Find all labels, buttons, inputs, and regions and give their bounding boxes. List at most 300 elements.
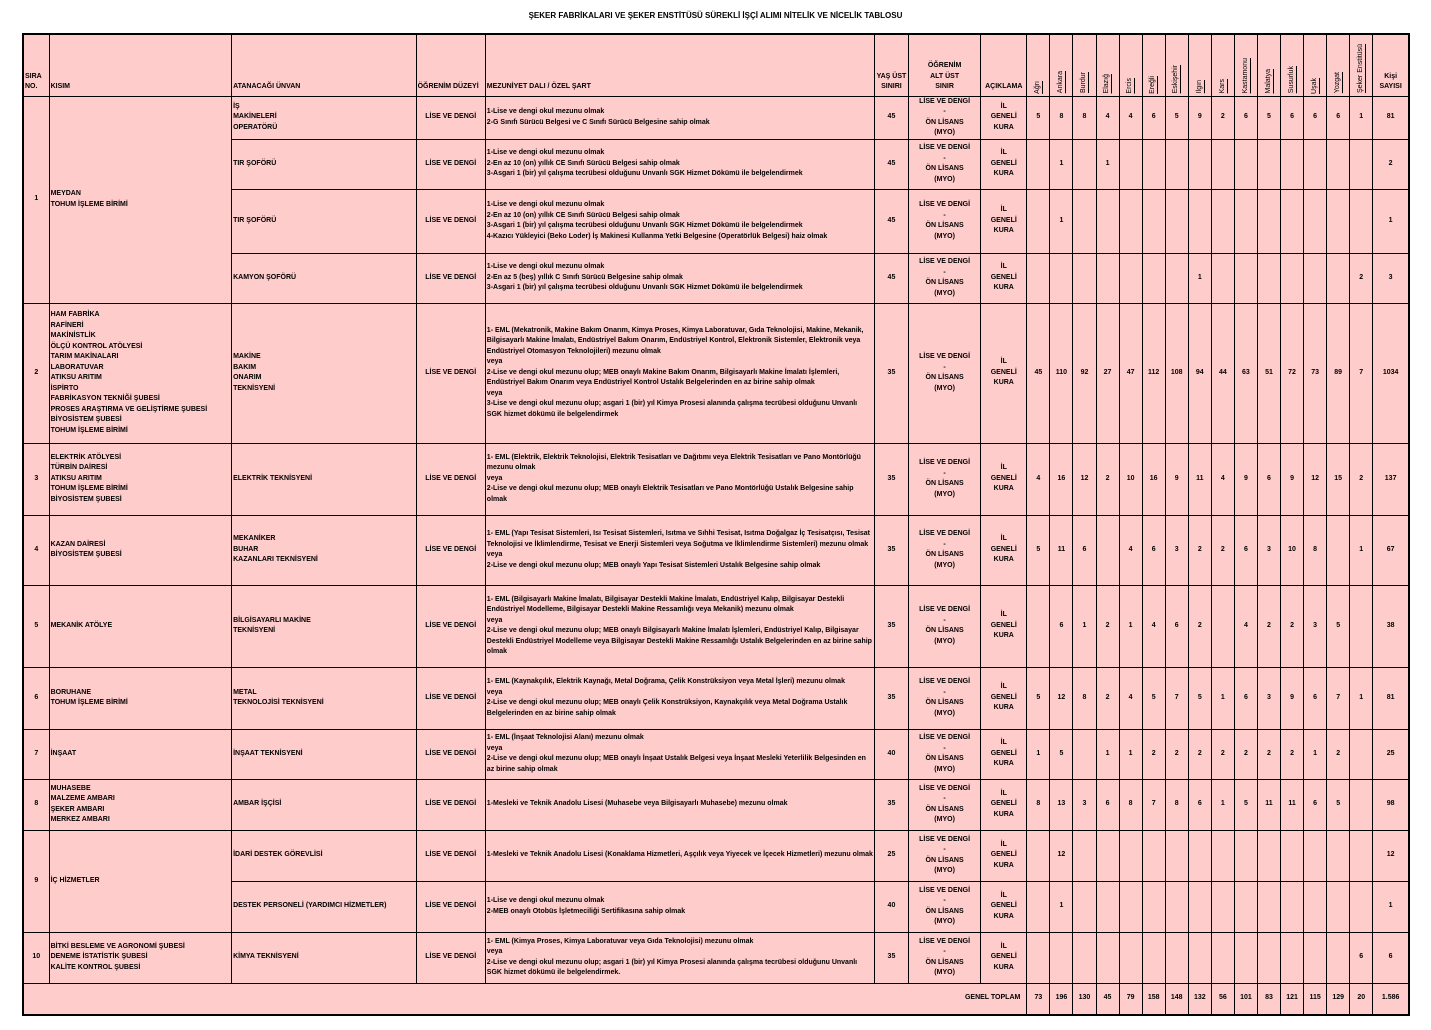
row-location-count: 9 (1188, 96, 1211, 139)
row-location-count: 4 (1211, 443, 1234, 515)
row-location-count: 4 (1027, 443, 1050, 515)
row-total: 81 (1373, 96, 1409, 139)
row-location-count (1304, 139, 1327, 189)
row-location-count (1096, 932, 1119, 983)
row-location-count: 1 (1350, 96, 1373, 139)
row-location-count (1027, 881, 1050, 932)
row-unvan: MEKANİKER BUHAR KAZANLARI TEKNİSYENİ (232, 515, 417, 585)
total-location-count: 129 (1327, 983, 1350, 1015)
row-number: 2 (23, 303, 49, 443)
row-yas: 45 (874, 253, 908, 303)
row-location-count (1234, 139, 1257, 189)
row-location-count: 92 (1073, 303, 1096, 443)
row-location-count: 2 (1096, 667, 1119, 729)
row-location-count (1350, 189, 1373, 253)
row-location-count: 6 (1234, 515, 1257, 585)
row-location-count (1119, 189, 1142, 253)
row-location-count: 2 (1142, 729, 1165, 779)
total-location-count: 79 (1119, 983, 1142, 1015)
row-location-count: 72 (1281, 303, 1304, 443)
row-location-count (1327, 932, 1350, 983)
row-location-count: 2 (1350, 443, 1373, 515)
row-location-count: 13 (1050, 779, 1073, 830)
row-location-count (1281, 830, 1304, 881)
row-aciklama: İL GENELİ KURA (981, 303, 1027, 443)
row-location-count: 1 (1096, 729, 1119, 779)
row-kisim: MEKANİK ATÖLYE (49, 585, 232, 667)
row-location-count: 2 (1211, 96, 1234, 139)
row-location-count (1327, 189, 1350, 253)
row-yas: 25 (874, 830, 908, 881)
table-row (23, 443, 1409, 515)
total-location-count: 148 (1165, 983, 1188, 1015)
row-ogrenim-sinir: LİSE VE DENGİ - ÖN LİSANS (MYO) (909, 729, 981, 779)
row-location-count: 5 (1027, 667, 1050, 729)
row-location-count (1257, 139, 1280, 189)
row-location-count: 1 (1304, 729, 1327, 779)
total-location-count: 115 (1304, 983, 1327, 1015)
row-location-count: 1 (1188, 253, 1211, 303)
row-location-count: 8 (1073, 96, 1096, 139)
row-location-count (1211, 139, 1234, 189)
row-location-count: 94 (1188, 303, 1211, 443)
row-total: 6 (1373, 932, 1409, 983)
row-location-count (1096, 881, 1119, 932)
row-total: 1 (1373, 881, 1409, 932)
table-row (23, 515, 1409, 585)
row-location-count (1027, 253, 1050, 303)
row-location-count (1119, 932, 1142, 983)
row-kisim: MEYDAN TOHUM İŞLEME BİRİMİ (49, 96, 232, 303)
row-mezuniyet: 1-Mesleki ve Teknik Anadolu Lisesi (Konaklama Hizmetleri, Aşçılık veya Yiyecek ve İçecek Hizmetleri) mezunu olmak (485, 830, 874, 881)
row-unvan: METAL TEKNOLOJİSİ TEKNİSYENİ (232, 667, 417, 729)
total-label: GENEL TOPLAM (23, 983, 1027, 1015)
row-yas: 35 (874, 443, 908, 515)
row-location-count: 11 (1050, 515, 1073, 585)
row-yas: 40 (874, 881, 908, 932)
row-mezuniyet: 1- EML (Mekatronik, Makine Bakım Onarım, Kimya Proses, Kimya Laboratuvar, Gıda Teknolojisi, Makine, Mekanik, Bilgisayarlı Makine İmalatı, Endüstriyel Bakım Onarım, Endüstriyel Kontrol, Elektronik Sistemler, Elektronik veya Endüstriyel Otomasyon Teknolojileri) mezunu olmak veya 2-Lise ve dengi okul mezunu olup; MEB onaylı Makine Bakım Onarım, Bilgisayarlı Makine İmalatı İşlemleri, Endüstriyel Bakım Onarım veya Endüstriyel Kontrol Ustalık Belgelerinden en az birine sahip olmak veya 3-Lise ve dengi okul mezunu olup; asgari 1 (bir) yıl Kimya Prosesi alanında çalışma tecrübesi olduğunu Unvanlı SGK hizmet dökümü ile belgelendirmek (485, 303, 874, 443)
row-location-count (1350, 881, 1373, 932)
row-location-count: 10 (1281, 515, 1304, 585)
row-location-count: 3 (1073, 779, 1096, 830)
header-sira: SIRA NO. (23, 34, 49, 96)
total-location-count: 158 (1142, 983, 1165, 1015)
row-duzey: LİSE VE DENGİ (416, 515, 485, 585)
row-kisim: İNŞAAT (49, 729, 232, 779)
row-location-count: 2 (1165, 729, 1188, 779)
row-number: 10 (23, 932, 49, 983)
row-duzey: LİSE VE DENGİ (416, 881, 485, 932)
row-location-count: 15 (1327, 443, 1350, 515)
row-mezuniyet: 1- EML (Yapı Tesisat Sistemleri, Isı Tesisat Sistemleri, Isıtma ve Sıhhi Tesisat, Isıtma Doğalgaz İç Tesisatçısı, Tesisat Teknolojisi ve İklimlendirme, Tesisat ve Enerji Sistemleri veya Soğutma ve İklimlendirme Sistemleri) mezunu olmak veya 2-Lise ve dengi okul mezunu olup; MEB onaylı Yapı Tesisat Sistemleri Ustalık Belgesine sahip olmak (485, 515, 874, 585)
row-location-count: 6 (1073, 515, 1096, 585)
row-location-count: 110 (1050, 303, 1073, 443)
row-mezuniyet: 1-Mesleki ve Teknik Anadolu Lisesi (Muhasebe veya Bilgisayarlı Muhasebe) mezunu olmak (485, 779, 874, 830)
row-location-count: 4 (1119, 96, 1142, 139)
row-ogrenim-sinir: LİSE VE DENGİ - ÖN LİSANS (MYO) (909, 443, 981, 515)
row-location-count (1073, 729, 1096, 779)
row-location-count: 2 (1211, 515, 1234, 585)
row-location-count (1027, 830, 1050, 881)
row-location-count: 6 (1304, 667, 1327, 729)
row-location-count (1073, 881, 1096, 932)
table-row (23, 881, 1409, 932)
row-location-count (1327, 515, 1350, 585)
row-location-count (1327, 881, 1350, 932)
row-unvan: MAKİNE BAKIM ONARIM TEKNİSYENİ (232, 303, 417, 443)
row-location-count: 6 (1350, 932, 1373, 983)
row-location-count (1188, 139, 1211, 189)
row-duzey: LİSE VE DENGİ (416, 932, 485, 983)
total-location-count: 130 (1073, 983, 1096, 1015)
row-location-count (1073, 189, 1096, 253)
row-duzey: LİSE VE DENGİ (416, 443, 485, 515)
row-location-count: 1 (1050, 881, 1073, 932)
row-location-count: 6 (1142, 96, 1165, 139)
header-location: Burdur (1073, 34, 1096, 96)
row-location-count: 7 (1142, 779, 1165, 830)
total-location-count: 20 (1350, 983, 1373, 1015)
row-location-count: 8 (1119, 779, 1142, 830)
row-number: 8 (23, 779, 49, 830)
row-location-count: 2 (1188, 515, 1211, 585)
header-location: Susurluk (1281, 34, 1304, 96)
row-location-count (1327, 253, 1350, 303)
row-location-count (1304, 932, 1327, 983)
row-location-count: 5 (1027, 96, 1050, 139)
row-location-count (1234, 253, 1257, 303)
row-total: 3 (1373, 253, 1409, 303)
row-kisim: HAM FABRİKA RAFİNERİ MAKİNİSTLİK ÖLÇÜ KONTROL ATÖLYESİ TARIM MAKİNALARI LABORATUVAR ATIKSU ARITIM İSPİRTO FABRİKASYON TEKNİĞİ ŞUBESİ PROSES ARAŞTIRMA VE GELİŞTİRME ŞUBESİ BİYOSİSTEM ŞUBESİ TOHUM İŞLEME BİRİMİ (49, 303, 232, 443)
row-location-count: 2 (1350, 253, 1373, 303)
row-location-count (1142, 189, 1165, 253)
row-location-count: 2 (1188, 585, 1211, 667)
row-location-count: 5 (1327, 585, 1350, 667)
row-location-count (1304, 189, 1327, 253)
row-location-count: 1 (1073, 585, 1096, 667)
row-location-count: 5 (1188, 667, 1211, 729)
row-location-count (1165, 830, 1188, 881)
row-location-count: 44 (1211, 303, 1234, 443)
row-duzey: LİSE VE DENGİ (416, 303, 485, 443)
row-location-count: 2 (1234, 729, 1257, 779)
row-location-count (1257, 189, 1280, 253)
row-location-count: 3 (1257, 667, 1280, 729)
row-ogrenim-sinir: LİSE VE DENGİ - ÖN LİSANS (MYO) (909, 139, 981, 189)
row-location-count (1327, 139, 1350, 189)
row-location-count (1050, 932, 1073, 983)
row-number: 7 (23, 729, 49, 779)
row-unvan: ELEKTRİK TEKNİSYENİ (232, 443, 417, 515)
header-duzey: ÖĞRENİM DÜZEYİ (416, 34, 485, 96)
row-number: 6 (23, 667, 49, 729)
header-location: Kars (1211, 34, 1234, 96)
row-location-count (1281, 932, 1304, 983)
header-location: Malatya (1257, 34, 1280, 96)
row-total: 98 (1373, 779, 1409, 830)
row-kisim: İÇ HİZMETLER (49, 830, 232, 932)
row-number: 5 (23, 585, 49, 667)
row-duzey: LİSE VE DENGİ (416, 830, 485, 881)
row-location-count: 5 (1327, 779, 1350, 830)
row-location-count: 6 (1234, 96, 1257, 139)
row-yas: 35 (874, 667, 908, 729)
row-location-count (1073, 830, 1096, 881)
row-location-count (1281, 253, 1304, 303)
table-row (23, 96, 1409, 139)
row-unvan: İDARİ DESTEK GÖREVLİSİ (232, 830, 417, 881)
row-location-count (1350, 139, 1373, 189)
row-location-count: 5 (1257, 96, 1280, 139)
row-kisim: KAZAN DAİRESİ BİYOSİSTEM ŞUBESİ (49, 515, 232, 585)
row-location-count (1257, 830, 1280, 881)
row-location-count: 6 (1050, 585, 1073, 667)
row-location-count: 2 (1257, 729, 1280, 779)
row-mezuniyet: 1- EML (İnşaat Teknolojisi Alanı) mezunu olmak veya 2-Lise ve dengi okul mezunu olup; MEB onaylı İnşaat Ustalık Belgesi veya İnşaat Mesleki Yeterlilik Belgesinden en az birine sahip olmak (485, 729, 874, 779)
total-location-count: 101 (1234, 983, 1257, 1015)
header-location: Elazığ (1096, 34, 1119, 96)
table-row (23, 830, 1409, 881)
row-location-count (1119, 830, 1142, 881)
row-location-count (1257, 253, 1280, 303)
row-location-count: 12 (1050, 830, 1073, 881)
table-row (23, 779, 1409, 830)
header-location: Ankara (1050, 34, 1073, 96)
row-location-count (1165, 932, 1188, 983)
row-aciklama: İL GENELİ KURA (981, 139, 1027, 189)
row-duzey: LİSE VE DENGİ (416, 96, 485, 139)
row-location-count (1050, 253, 1073, 303)
row-location-count: 1 (1211, 667, 1234, 729)
row-location-count: 63 (1234, 303, 1257, 443)
row-location-count (1281, 881, 1304, 932)
row-location-count: 1 (1096, 139, 1119, 189)
row-ogrenim-sinir: LİSE VE DENGİ - ÖN LİSANS (MYO) (909, 881, 981, 932)
row-location-count: 4 (1096, 96, 1119, 139)
row-location-count (1165, 253, 1188, 303)
row-location-count: 1 (1211, 779, 1234, 830)
row-aciklama: İL GENELİ KURA (981, 830, 1027, 881)
row-ogrenim-sinir: LİSE VE DENGİ - ÖN LİSANS (MYO) (909, 932, 981, 983)
row-location-count: 6 (1304, 779, 1327, 830)
row-location-count (1142, 881, 1165, 932)
row-location-count: 7 (1350, 303, 1373, 443)
row-location-count (1211, 253, 1234, 303)
row-location-count: 6 (1234, 667, 1257, 729)
row-location-count (1027, 585, 1050, 667)
row-location-count: 89 (1327, 303, 1350, 443)
row-location-count (1234, 189, 1257, 253)
row-location-count: 5 (1027, 515, 1050, 585)
header-location: Ilgın (1188, 34, 1211, 96)
row-location-count (1211, 881, 1234, 932)
row-aciklama: İL GENELİ KURA (981, 189, 1027, 253)
header-row (23, 34, 1409, 96)
row-kisim: BİTKİ BESLEME VE AGRONOMİ ŞUBESİ DENEME İSTATİSTİK ŞUBESİ KALİTE KONTROL ŞUBESİ (49, 932, 232, 983)
row-location-count: 5 (1234, 779, 1257, 830)
row-location-count: 6 (1257, 443, 1280, 515)
header-kisi-sayisi: Kişi SAYISI (1373, 34, 1409, 96)
row-location-count: 112 (1142, 303, 1165, 443)
header-location: Yozgat (1327, 34, 1350, 96)
row-location-count (1027, 189, 1050, 253)
row-location-count (1304, 830, 1327, 881)
row-ogrenim-sinir: LİSE VE DENGİ - ÖN LİSANS (MYO) (909, 585, 981, 667)
row-location-count: 7 (1327, 667, 1350, 729)
row-location-count: 4 (1119, 515, 1142, 585)
row-location-count (1188, 830, 1211, 881)
row-location-count: 73 (1304, 303, 1327, 443)
row-location-count: 8 (1050, 96, 1073, 139)
row-aciklama: İL GENELİ KURA (981, 932, 1027, 983)
row-mezuniyet: 1-Lise ve dengi okul mezunu olmak 2-En az 10 (on) yıllık CE Sınıfı Sürücü Belgesi sahip olmak 3-Asgari 1 (bir) yıl çalışma tecrübesi olduğunu Unvanlı SGK Hizmet Dökümü ile belgelendirmek 4-Kazıcı Yükleyici (Beko Loder) İş Makinesi Kullanma Yetki Belgesine (Operatörlük Belgesi) haiz olmak (485, 189, 874, 253)
row-location-count: 2 (1281, 729, 1304, 779)
table-row (23, 303, 1409, 443)
row-ogrenim-sinir: LİSE VE DENGİ - ÖN LİSANS (MYO) (909, 303, 981, 443)
row-location-count: 6 (1096, 779, 1119, 830)
row-yas: 35 (874, 932, 908, 983)
row-location-count (1027, 139, 1050, 189)
row-location-count (1073, 932, 1096, 983)
row-aciklama: İL GENELİ KURA (981, 729, 1027, 779)
row-location-count: 11 (1281, 779, 1304, 830)
row-total: 67 (1373, 515, 1409, 585)
row-kisim: MUHASEBE MALZEME AMBARI ŞEKER AMBARI MERKEZ AMBARI (49, 779, 232, 830)
row-aciklama: İL GENELİ KURA (981, 667, 1027, 729)
row-location-count (1165, 881, 1188, 932)
row-location-count (1188, 932, 1211, 983)
row-location-count (1119, 139, 1142, 189)
row-duzey: LİSE VE DENGİ (416, 139, 485, 189)
total-location-count: 56 (1211, 983, 1234, 1015)
row-duzey: LİSE VE DENGİ (416, 189, 485, 253)
row-location-count: 6 (1281, 96, 1304, 139)
row-location-count: 7 (1165, 667, 1188, 729)
row-location-count: 9 (1281, 443, 1304, 515)
row-total: 1034 (1373, 303, 1409, 443)
header-location: Eskişehir (1165, 34, 1188, 96)
row-location-count (1211, 189, 1234, 253)
row-unvan: İNŞAAT TEKNİSYENİ (232, 729, 417, 779)
row-kisim: ELEKTRİK ATÖLYESİ TÜRBİN DAİRESİ ATIKSU ARITIM TOHUM İŞLEME BİRİMİ BİYOSİSTEM ŞUBESİ (49, 443, 232, 515)
row-location-count: 16 (1142, 443, 1165, 515)
row-location-count (1073, 253, 1096, 303)
row-location-count: 6 (1304, 96, 1327, 139)
row-yas: 35 (874, 303, 908, 443)
row-location-count (1027, 932, 1050, 983)
row-ogrenim-sinir: LİSE VE DENGİ - ÖN LİSANS (MYO) (909, 779, 981, 830)
row-location-count: 1 (1027, 729, 1050, 779)
row-duzey: LİSE VE DENGİ (416, 667, 485, 729)
row-location-count (1119, 253, 1142, 303)
row-ogrenim-sinir: LİSE VE DENGİ - ÖN LİSANS (MYO) (909, 96, 981, 139)
total-location-count: 73 (1027, 983, 1050, 1015)
row-location-count: 1 (1050, 139, 1073, 189)
row-location-count: 8 (1304, 515, 1327, 585)
row-location-count (1211, 585, 1234, 667)
header-location: Ağrı (1027, 34, 1050, 96)
row-location-count: 9 (1234, 443, 1257, 515)
row-location-count (1350, 585, 1373, 667)
header-location: Ereğli (1142, 34, 1165, 96)
row-ogrenim-sinir: LİSE VE DENGİ - ÖN LİSANS (MYO) (909, 667, 981, 729)
row-location-count (1234, 830, 1257, 881)
row-location-count: 5 (1165, 96, 1188, 139)
header-location: Ercis (1119, 34, 1142, 96)
row-location-count: 12 (1073, 443, 1096, 515)
row-yas: 35 (874, 585, 908, 667)
row-total: 12 (1373, 830, 1409, 881)
row-location-count: 6 (1188, 779, 1211, 830)
row-mezuniyet: 1-Lise ve dengi okul mezunu olmak 2-En az 5 (beş) yıllık C Sınıfı Sürücü Belgesine sahip olmak 3-Asgari 1 (bir) yıl çalışma tecrübesi olduğunu Unvanlı SGK Hizmet Dökümü ile belgelendirmek (485, 253, 874, 303)
row-location-count: 51 (1257, 303, 1280, 443)
row-location-count (1165, 139, 1188, 189)
row-ogrenim-sinir: LİSE VE DENGİ - ÖN LİSANS (MYO) (909, 830, 981, 881)
row-mezuniyet: 1- EML (Kaynakçılık, Elektrik Kaynağı, Metal Doğrama, Çelik Konstrüksiyon veya Metal İşleri) mezunu olmak veya 2-Lise ve dengi okul mezunu olup; MEB onaylı Çelik Konstrüksiyon, Kaynakçılık veya Metal Doğrama Ustalık Belgelerinden en az birine sahip olmak (485, 667, 874, 729)
row-location-count (1142, 830, 1165, 881)
document-title: ŞEKER FABRİKALARI VE ŞEKER ENSTİTÜSÜ SÜREKLİ İŞÇİ ALIMI NİTELİK VE NİCELİK TABLOSU (528, 11, 903, 20)
row-location-count (1096, 830, 1119, 881)
row-total: 38 (1373, 585, 1409, 667)
row-location-count (1096, 515, 1119, 585)
header-location: Şeker Enstitüsü (1350, 34, 1373, 96)
row-aciklama: İL GENELİ KURA (981, 253, 1027, 303)
row-kisim: BORUHANE TOHUM İŞLEME BİRİMİ (49, 667, 232, 729)
row-location-count (1350, 779, 1373, 830)
row-location-count: 45 (1027, 303, 1050, 443)
row-location-count: 2 (1096, 443, 1119, 515)
row-location-count (1234, 881, 1257, 932)
staffing-table (22, 33, 1410, 1016)
row-location-count (1188, 189, 1211, 253)
row-yas: 35 (874, 515, 908, 585)
row-location-count: 16 (1050, 443, 1073, 515)
row-duzey: LİSE VE DENGİ (416, 729, 485, 779)
row-mezuniyet: 1- EML (Kimya Proses, Kimya Laboratuvar veya Gıda Teknolojisi) mezunu olmak veya 2-Lise ve dengi okul mezunu olup; asgari 1 (bir) yıl Kimya Prosesi alanında çalışma tecrübesi olduğunu Unvanlı SGK hizmet dökümü ile belgelendirmek. (485, 932, 874, 983)
row-aciklama: İL GENELİ KURA (981, 515, 1027, 585)
row-mezuniyet: 1-Lise ve dengi okul mezunu olmak 2-G Sınıfı Sürücü Belgesi ve C Sınıfı Sürücü Belgesine sahip olmak (485, 96, 874, 139)
row-location-count: 4 (1234, 585, 1257, 667)
row-total: 25 (1373, 729, 1409, 779)
row-aciklama: İL GENELİ KURA (981, 585, 1027, 667)
header-yas: YAŞ ÜST SINIRI (874, 34, 908, 96)
row-location-count: 1 (1119, 585, 1142, 667)
row-location-count (1165, 189, 1188, 253)
row-unvan: TIR ŞOFÖRÜ (232, 189, 417, 253)
row-location-count: 12 (1050, 667, 1073, 729)
row-number: 4 (23, 515, 49, 585)
row-location-count (1281, 139, 1304, 189)
row-location-count: 2 (1096, 585, 1119, 667)
row-ogrenim-sinir: LİSE VE DENGİ - ÖN LİSANS (MYO) (909, 253, 981, 303)
row-location-count: 5 (1050, 729, 1073, 779)
row-mezuniyet: 1- EML (Elektrik, Elektrik Teknolojisi, Elektrik Tesisatları ve Dağıtımı veya Elektrik Tesisatları ve Pano Montörlüğü mezunu olmak veya 2-Lise ve dengi okul mezunu olup; MEB onaylı Elektrik Tesisatları ve Pano Montörlüğü Ustalık Belgesine sahip olmak (485, 443, 874, 515)
row-unvan: KAMYON ŞOFÖRÜ (232, 253, 417, 303)
header-kisim: KISIM (49, 34, 232, 96)
row-unvan: KİMYA TEKNİSYENİ (232, 932, 417, 983)
total-location-count: 45 (1096, 983, 1119, 1015)
header-unvan: ATANACAĞI ÜNVAN (232, 34, 417, 96)
row-location-count (1211, 932, 1234, 983)
row-location-count: 3 (1165, 515, 1188, 585)
row-number: 3 (23, 443, 49, 515)
row-location-count: 1 (1350, 515, 1373, 585)
row-location-count (1188, 881, 1211, 932)
row-location-count: 6 (1142, 515, 1165, 585)
table-row (23, 667, 1409, 729)
total-row (23, 983, 1409, 1015)
row-location-count: 2 (1257, 585, 1280, 667)
